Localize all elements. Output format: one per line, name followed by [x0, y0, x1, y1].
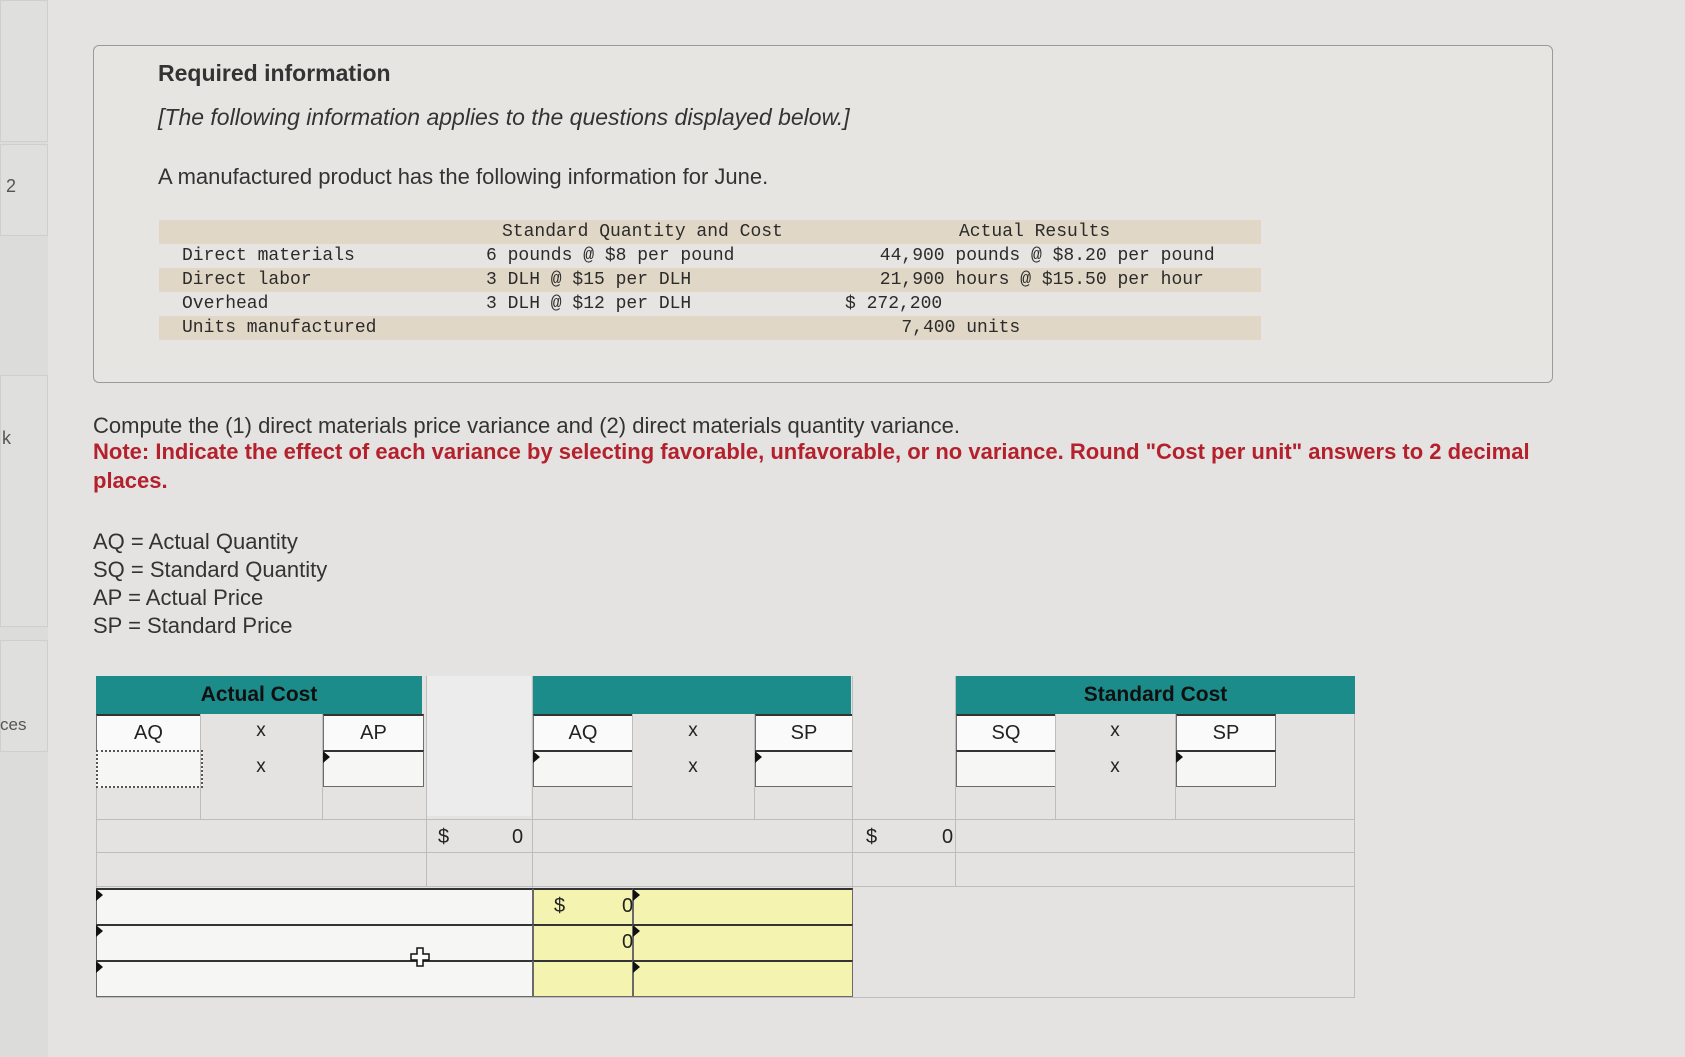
definition-sq: SQ = Standard Quantity [93, 557, 328, 582]
definitions-list [93, 528, 327, 640]
definition-aq: AQ = Actual Quantity [93, 529, 298, 554]
table-row [159, 268, 1261, 292]
variance-worksheet [96, 676, 1355, 998]
standard-cost-header: Standard Cost [956, 676, 1355, 714]
sidebar-cell[interactable] [0, 375, 48, 627]
sidebar-label[interactable]: k [2, 428, 11, 448]
sidebar-label[interactable]: ces [0, 715, 27, 734]
sq-input[interactable] [956, 750, 1056, 787]
actual-cost-total: 0 [512, 826, 524, 848]
column-aq: AQ [96, 714, 201, 751]
variance-amount-2[interactable] [533, 924, 633, 961]
price-variance-value: 0 [622, 895, 634, 917]
row-standard: 6 pounds @ $8 per pound [486, 246, 735, 266]
row-label: Overhead [182, 294, 269, 314]
definition-sp: SP = Standard Price [93, 613, 293, 638]
ap-input[interactable] [323, 750, 424, 787]
variance-label-input-3[interactable] [96, 960, 533, 997]
row-actual: 21,900 hours @ $15.50 per hour [869, 270, 1204, 290]
column-sq: SQ [956, 714, 1056, 751]
row-label: Units manufactured [182, 318, 377, 338]
table-row [159, 292, 1261, 316]
table-row [159, 316, 1261, 340]
times-sign: x [1110, 720, 1120, 741]
row-actual: $ 272,200 [845, 294, 943, 314]
aq-input-middle[interactable] [533, 750, 633, 787]
variance-effect-select-3[interactable] [633, 960, 853, 997]
sidebar-cell[interactable] [0, 640, 48, 752]
row-label: Direct materials [182, 246, 355, 266]
quantity-variance-value: 0 [622, 931, 634, 953]
column-aq: AQ [533, 714, 633, 751]
column-sp: SP [755, 714, 853, 751]
column-ap: AP [323, 714, 424, 751]
sidebar-question-number[interactable]: 2 [6, 176, 17, 196]
row-standard: 3 DLH @ $15 per DLH [486, 270, 692, 290]
sidebar-cell[interactable] [0, 0, 48, 142]
row-label: Direct labor [182, 270, 312, 290]
aq-input[interactable] [96, 750, 203, 788]
times-sign: x [1110, 756, 1120, 777]
required-information-title: Required information [158, 60, 391, 86]
variance-label-input-1[interactable] [96, 888, 533, 925]
currency-sign: $ [866, 826, 878, 848]
move-cursor-icon [410, 947, 430, 967]
cost-info-table [159, 220, 1261, 340]
times-sign: x [688, 720, 698, 741]
actual-cost-header: Actual Cost [96, 676, 422, 714]
question-text: Compute the (1) direct materials price variance and (2) direct materials quantity variance. [93, 413, 960, 438]
variance-label-input-2[interactable] [96, 924, 533, 961]
sidebar [0, 0, 48, 1057]
variance-effect-select-1[interactable] [633, 888, 853, 925]
currency-sign: $ [438, 826, 450, 848]
table-row [159, 244, 1261, 268]
times-sign: x [688, 756, 698, 777]
middle-total: 0 [942, 826, 954, 848]
header-actual: Actual Results [959, 222, 1111, 242]
sp-input-standard[interactable] [1176, 750, 1276, 787]
column-sp: SP [1176, 714, 1276, 751]
currency-sign: $ [554, 895, 566, 917]
variance-amount-1[interactable] [533, 888, 633, 925]
question-note: Note: Indicate the effect of each variance by selecting favorable, unfavorable, or no variance. Round "Cost per unit" answers to 2 decimal places. [93, 439, 1530, 493]
row-actual: 44,900 pounds @ $8.20 per pound [869, 246, 1215, 266]
header-standard: Standard Quantity and Cost [502, 222, 783, 242]
definition-ap: AP = Actual Price [93, 585, 264, 610]
required-information-intro: A manufactured product has the following information for June. [158, 164, 769, 189]
sp-input-middle[interactable] [755, 750, 853, 787]
times-sign: x [256, 756, 266, 777]
times-sign: x [256, 720, 266, 741]
row-standard: 3 DLH @ $12 per DLH [486, 294, 692, 314]
variance-amount-3[interactable] [533, 960, 633, 997]
table-header-row [159, 220, 1261, 244]
variance-effect-select-2[interactable] [633, 924, 853, 961]
row-actual: 7,400 units [869, 318, 1021, 338]
required-information-subtitle: [The following information applies to the questions displayed below.] [158, 104, 850, 130]
middle-header [533, 676, 851, 714]
